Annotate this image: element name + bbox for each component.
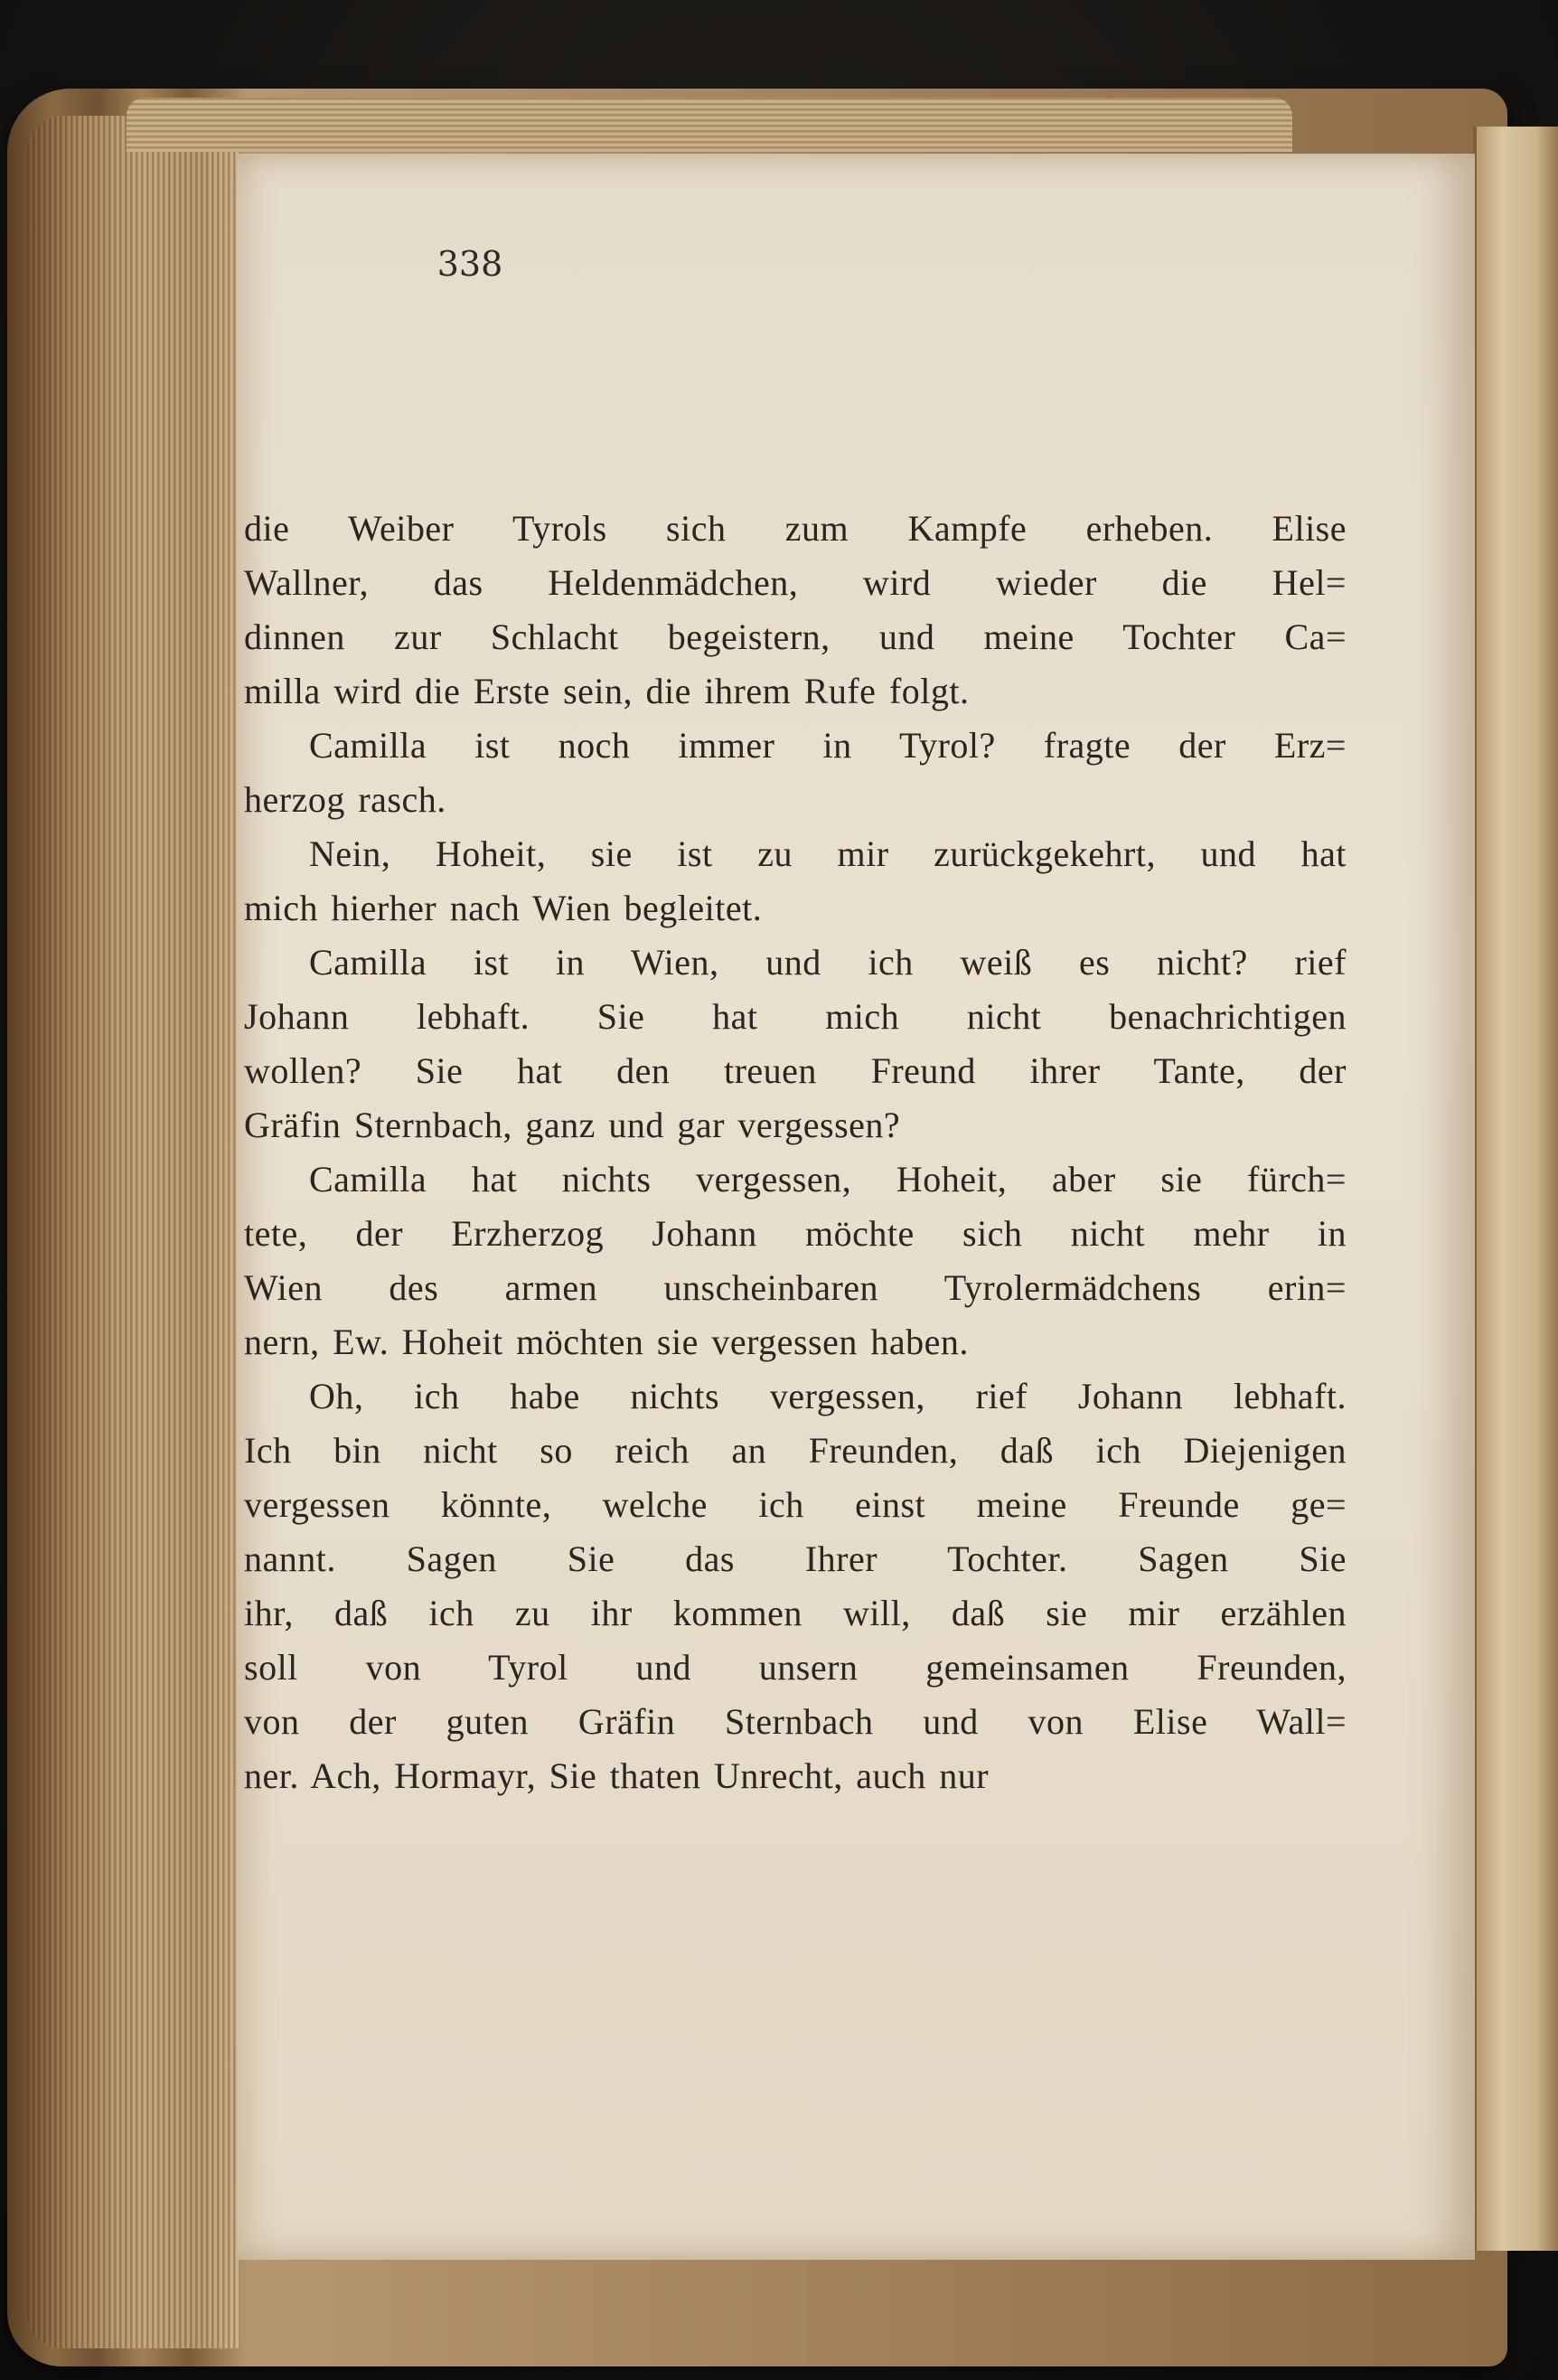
text-line: Camilla ist in Wien, und ich weiß es nicht? rief <box>309 942 1347 983</box>
top-page-edge <box>127 98 1292 152</box>
text-line: soll von Tyrol und unsern gemeinsamen Freunden, <box>244 1647 1347 1688</box>
text-line: Johann lebhaft. Sie hat mich nicht benachrichtigen <box>244 996 1347 1037</box>
text-line: von der guten Gräfin Sternbach und von Elise Wall= <box>244 1701 1347 1742</box>
text-line: ner. Ach, Hormayr, Sie thaten Unrecht, auch nur <box>244 1755 990 1796</box>
text-line: Gräfin Sternbach, ganz und gar vergessen? <box>244 1105 901 1145</box>
facing-page <box>1473 127 1558 2251</box>
paragraph <box>244 1369 1347 1803</box>
paragraph <box>244 827 1347 936</box>
text-line: dinnen zur Schlacht begeistern, und meine Tochter Ca= <box>244 616 1347 657</box>
text-line: die Weiber Tyrols sich zum Kampfe erheben. Elise <box>244 508 1347 549</box>
text-line: wollen? Sie hat den treuen Freund ihrer Tante, der <box>244 1050 1347 1091</box>
text-line: Nein, Hoheit, sie ist zu mir zurückgekehrt, und hat <box>309 833 1347 874</box>
text-line: vergessen könnte, welche ich einst meine Freunde ge= <box>244 1484 1347 1525</box>
paragraph <box>244 719 1347 827</box>
page-edges <box>27 116 239 2348</box>
text-line: milla wird die Erste sein, die ihrem Rufe folgt. <box>244 671 970 711</box>
text-line: nern, Ew. Hoheit möchten sie vergessen haben. <box>244 1322 969 1362</box>
body-text <box>244 502 1347 1803</box>
text-line: Camilla hat nichts vergessen, Hoheit, aber sie fürch= <box>309 1159 1347 1199</box>
text-line: Wien des armen unscheinbaren Tyrolermädchens erin= <box>244 1267 1347 1308</box>
paragraph <box>244 936 1347 1152</box>
paragraph <box>244 1152 1347 1369</box>
text-line: Oh, ich habe nichts vergessen, rief Johann lebhaft. <box>309 1376 1347 1416</box>
text-line: herzog rasch. <box>244 779 446 820</box>
page-number: 338 <box>436 244 503 284</box>
paragraph <box>244 502 1347 719</box>
text-line: tete, der Erzherzog Johann möchte sich nicht mehr in <box>244 1213 1347 1254</box>
text-line: ihr, daß ich zu ihr kommen will, daß sie mir erzählen <box>244 1593 1347 1633</box>
text-line: Camilla ist noch immer in Tyrol? fragte der Erz= <box>309 725 1347 766</box>
text-line: nannt. Sagen Sie das Ihrer Tochter. Sagen Sie <box>244 1538 1347 1579</box>
text-line: Ich bin nicht so reich an Freunden, daß ich Diejenigen <box>244 1430 1347 1471</box>
text-line: mich hierher nach Wien begleitet. <box>244 888 763 928</box>
text-line: Wallner, das Heldenmädchen, wird wieder die Hel= <box>244 562 1347 603</box>
